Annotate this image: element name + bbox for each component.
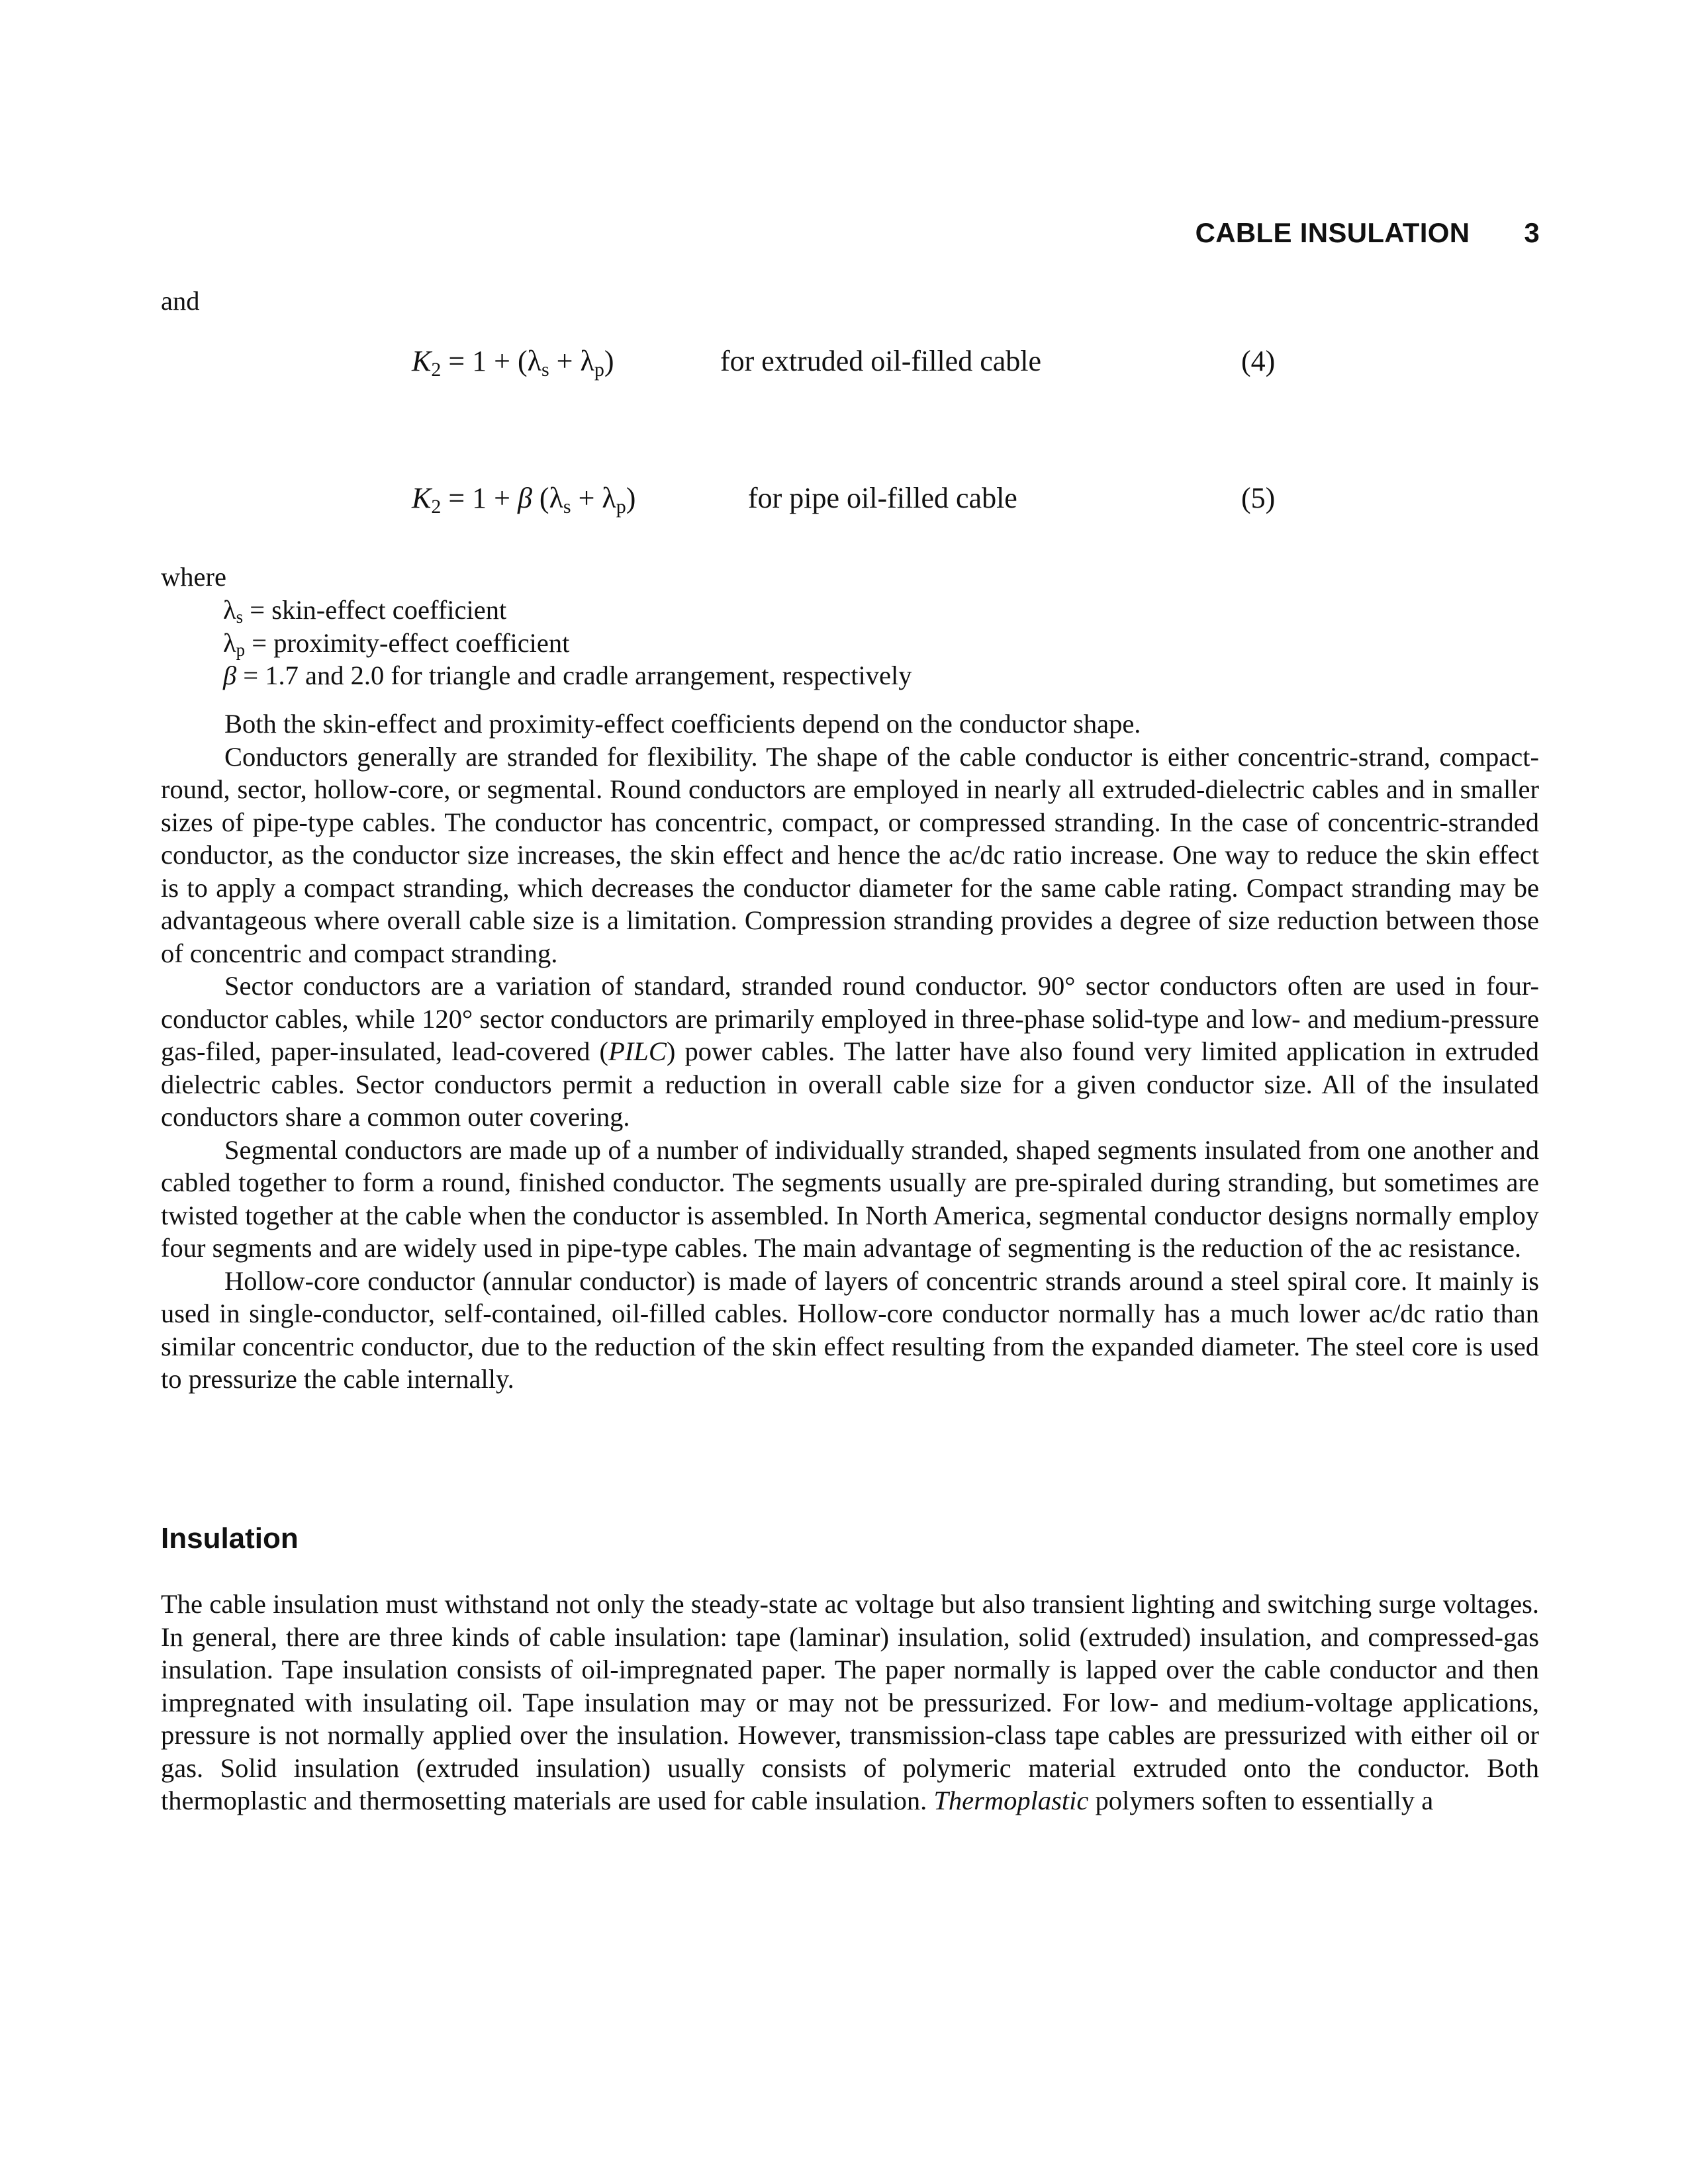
equation-5: $K_2 = 1 + \beta$ $(\lambda_s + \lambda_p)$: [412, 482, 636, 518]
running-header: [1196, 217, 1540, 249]
definition-beta: β = 1.7 and 2.0 for triangle and cradle arrangement, respectively: [223, 660, 912, 690]
paragraph: The cable insulation must withstand not only the steady-state ac voltage but also transient lighting and switching surge voltages. In general, there are three kinds of cable insulation: tape (laminar) insulation, solid (extruded) insulation, and compressed-gas insulation. Tape insulation consists of oil-impregnated paper. The paper normally is lapped over the cable conductor and then impregnated with insulating oil. Tape insulation may or may not be pressurized. For low- and medium-voltage applications, pressure is not normally applied over the insulation. However, transmission-class tape cables are pressurized with either oil or gas. Solid insulation (extruded insulation) usually consists of polymeric material extruded onto the conductor. Both thermoplastic and thermosetting materials are used for cable insulation. Thermoplastic polymers soften to essentially a: [161, 1589, 1539, 1815]
paragraph: Conductors generally are stranded for flexibility. The shape of the cable conductor is either concentric-strand, compact-round, sector, hollow-core, or segmental. Round conductors are employed in nearly all extruded-dielectric cables and in smaller sizes of pipe-type cables. The conductor has concentric, compact, or compressed stranding. In the case of concentric-stranded conductor, as the conductor size increases, the skin effect and hence the ac/dc ratio increase. One way to reduce the skin effect is to apply a compact stranding, which decreases the conductor diameter for the same cable rating. Compact stranding may be advantageous where overall cable size is a limitation. Compression stranding provides a degree of size reduction between those of concentric and compact stranding.: [161, 741, 1539, 968]
page-number: 3: [1524, 217, 1540, 248]
symbol-definitions: [223, 594, 912, 692]
section-heading: Insulation: [161, 1522, 299, 1555]
paragraph: Both the skin-effect and proximity-effect coefficients depend on the conductor shape.: [224, 709, 1141, 739]
equation-5-description: for pipe oil-filled cable: [748, 482, 1017, 514]
equation-4: $K_2 = 1 + (\lambda_s + \lambda_p)$: [412, 345, 614, 381]
body-text: [161, 707, 1539, 1396]
equation-5-number: (5): [1241, 482, 1276, 514]
where-label: where: [161, 562, 226, 592]
section-body: [161, 1588, 1539, 1817]
definition-lambda-s: $\lambda_s$ = skin-effect coefficient: [223, 595, 507, 627]
paragraph: Sector conductors are a variation of standard, stranded round conductor. 90° sector conductors often are used in four-conductor cables, while 120° sector conductors are primarily employed in three-phase solid-type and low- and medium-pressure gas-filed, paper-insulated, lead-covered (PILC) power cables. The latter have also found very limited application in extruded dielectric cables. Sector conductors permit a reduction in overall cable size for a given conductor size. All of the insulated conductors share a common outer covering.: [161, 971, 1540, 1132]
intro-word: and: [161, 286, 200, 316]
paragraph: Hollow-core conductor (annular conductor) is made of layers of concentric strands around a steel spiral core. It mainly is used in single-conductor, self-contained, oil-filled cables. Hollow-core conductor normally has a much lower ac/dc ratio than similar concentric conductor, due to the reduction of the skin effect resulting from the expanded diameter. The steel core is used to pressurize the cable internally.: [161, 1265, 1539, 1394]
definition-lambda-p: $\lambda_p$ = proximity-effect coefficient: [223, 627, 570, 660]
paragraph: Segmental conductors are made up of a number of individually stranded, shaped segments insulated from one another and cabled together to form a round, finished conductor. The segments usually are pre-spiraled during stranding, but sometimes are twisted together at the cable when the conductor is assembled. In North America, segmental conductor designs normally employ four segments and are widely used in pipe-type cables. The main advantage of segmenting is the reduction of the ac resistance.: [161, 1134, 1539, 1263]
running-title: CABLE INSULATION: [1195, 217, 1470, 248]
equation-4-number: (4): [1241, 345, 1276, 377]
equation-4-description: for extruded oil-filled cable: [720, 345, 1042, 377]
